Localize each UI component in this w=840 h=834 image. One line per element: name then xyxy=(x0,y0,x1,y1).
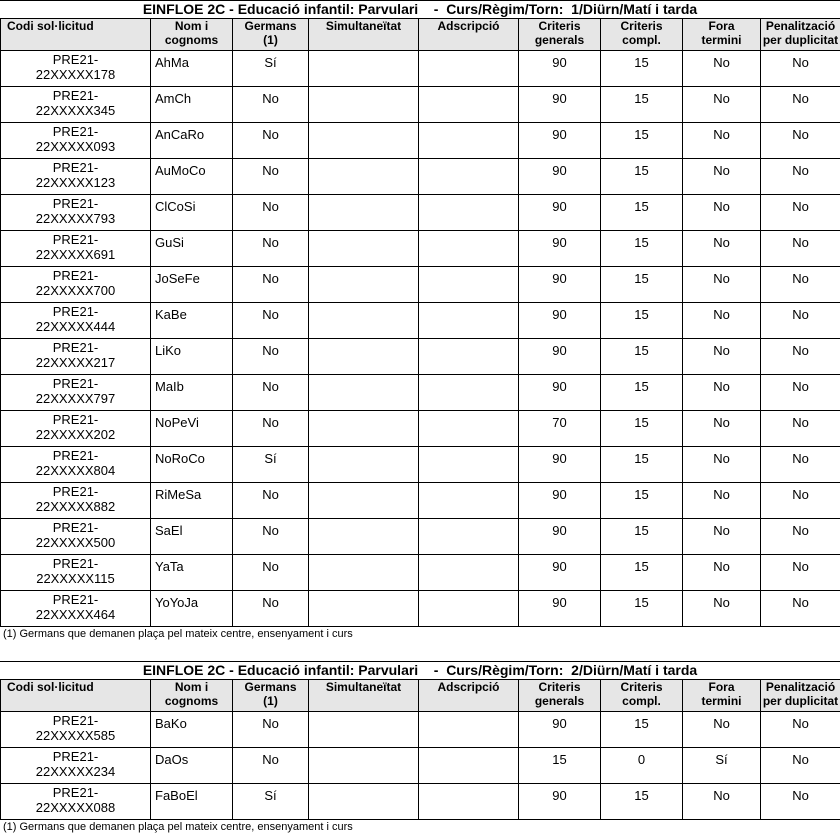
request-code-line: PRE21- xyxy=(1,232,150,247)
request-code-line: PRE21- xyxy=(1,484,150,499)
penalitzacio-cell: No xyxy=(761,123,840,159)
column-header-line: Penalització xyxy=(761,19,840,33)
compl-cell: 15 xyxy=(601,339,683,375)
germans-cell: No xyxy=(233,411,309,447)
column-header-line: Criteris xyxy=(519,680,600,694)
column-header-line: Simultaneïtat xyxy=(309,680,418,694)
column-header-name xyxy=(151,19,233,51)
fora-cell: No xyxy=(683,51,761,87)
column-header-line: Nom i xyxy=(151,680,232,694)
request-code-line: 22XXXXX500 xyxy=(1,535,150,550)
adscripcio-cell xyxy=(419,267,519,303)
column-header-line: Simultaneïtat xyxy=(309,19,418,33)
column-header-line: (1) xyxy=(233,694,308,708)
fora-cell: No xyxy=(683,519,761,555)
penalitzacio-cell: No xyxy=(761,712,840,748)
request-code-line: PRE21- xyxy=(1,268,150,283)
column-header-code xyxy=(1,680,151,712)
request-code-line: 22XXXXX178 xyxy=(1,67,150,82)
request-code-line: PRE21- xyxy=(1,304,150,319)
simultaneitat-cell xyxy=(309,712,419,748)
fora-cell: No xyxy=(683,159,761,195)
request-code-cell xyxy=(1,267,151,303)
column-header-line: termini xyxy=(683,33,760,47)
request-code-line: PRE21- xyxy=(1,749,150,764)
fora-cell: No xyxy=(683,447,761,483)
request-code-line: PRE21- xyxy=(1,52,150,67)
germans-cell: No xyxy=(233,375,309,411)
germans-cell: No xyxy=(233,159,309,195)
name-cell: FaBoEl xyxy=(151,784,233,820)
compl-cell: 15 xyxy=(601,591,683,627)
penalitzacio-cell: No xyxy=(761,339,840,375)
column-header-line: Criteris xyxy=(601,680,682,694)
request-code-line: PRE21- xyxy=(1,448,150,463)
compl-cell: 15 xyxy=(601,51,683,87)
column-header-germans xyxy=(233,19,309,51)
request-code-line: PRE21- xyxy=(1,520,150,535)
column-header-line: compl. xyxy=(601,694,682,708)
request-code-line: PRE21- xyxy=(1,785,150,800)
request-code-line: 22XXXXX093 xyxy=(1,139,150,154)
penalitzacio-cell: No xyxy=(761,267,840,303)
request-code-line: 22XXXXX882 xyxy=(1,499,150,514)
compl-cell: 15 xyxy=(601,195,683,231)
simultaneitat-cell xyxy=(309,519,419,555)
table-row xyxy=(1,447,840,483)
generals-cell: 90 xyxy=(519,195,601,231)
compl-cell: 15 xyxy=(601,483,683,519)
column-header-line: Criteris xyxy=(601,19,682,33)
column-header-line: Criteris xyxy=(519,19,600,33)
adscripcio-cell xyxy=(419,411,519,447)
column-header-line: (1) xyxy=(233,33,308,47)
table-row xyxy=(1,123,840,159)
germans-cell: No xyxy=(233,231,309,267)
request-code-cell xyxy=(1,748,151,784)
generals-cell: 90 xyxy=(519,483,601,519)
column-header-line: per duplicitat xyxy=(761,33,840,47)
generals-cell: 90 xyxy=(519,123,601,159)
fora-cell: No xyxy=(683,195,761,231)
request-code-cell xyxy=(1,303,151,339)
request-code-line: 22XXXXX804 xyxy=(1,463,150,478)
simultaneitat-cell xyxy=(309,483,419,519)
simultaneitat-cell xyxy=(309,267,419,303)
adscripcio-cell xyxy=(419,483,519,519)
simultaneitat-cell xyxy=(309,195,419,231)
fora-cell: No xyxy=(683,231,761,267)
fora-cell: No xyxy=(683,303,761,339)
generals-cell: 70 xyxy=(519,411,601,447)
request-code-cell xyxy=(1,712,151,748)
germans-cell: No xyxy=(233,748,309,784)
germans-cell: Sí xyxy=(233,447,309,483)
name-cell: AmCh xyxy=(151,87,233,123)
table-row xyxy=(1,748,840,784)
generals-cell: 15 xyxy=(519,748,601,784)
admissions-table xyxy=(0,18,840,627)
adscripcio-cell xyxy=(419,519,519,555)
name-cell: KaBe xyxy=(151,303,233,339)
adscripcio-cell xyxy=(419,303,519,339)
table-row xyxy=(1,375,840,411)
germans-cell: No xyxy=(233,339,309,375)
table-row xyxy=(1,267,840,303)
name-cell: ClCoSi xyxy=(151,195,233,231)
name-cell: DaOs xyxy=(151,748,233,784)
column-header-line: Penalització xyxy=(761,680,840,694)
generals-cell: 90 xyxy=(519,555,601,591)
germans-cell: No xyxy=(233,123,309,159)
request-code-cell xyxy=(1,375,151,411)
adscripcio-cell xyxy=(419,748,519,784)
request-code-line: PRE21- xyxy=(1,88,150,103)
table-row xyxy=(1,712,840,748)
request-code-line: 22XXXXX115 xyxy=(1,571,150,586)
column-header-compl xyxy=(601,680,683,712)
compl-cell: 15 xyxy=(601,375,683,411)
penalitzacio-cell: No xyxy=(761,519,840,555)
table-row xyxy=(1,339,840,375)
germans-cell: No xyxy=(233,712,309,748)
fora-cell: No xyxy=(683,123,761,159)
table-row xyxy=(1,87,840,123)
column-header-line: Germans xyxy=(233,19,308,33)
request-code-line: PRE21- xyxy=(1,592,150,607)
compl-cell: 15 xyxy=(601,784,683,820)
table-title: EINFLOE 2C - Educació infantil: Parvulari - Curs/Règim/Torn: 1/Diürn/Matí i tarda xyxy=(0,0,840,18)
compl-cell: 15 xyxy=(601,519,683,555)
generals-cell: 90 xyxy=(519,784,601,820)
table-row xyxy=(1,483,840,519)
column-header-line: compl. xyxy=(601,33,682,47)
column-header-penalitzacio xyxy=(761,680,840,712)
penalitzacio-cell: No xyxy=(761,159,840,195)
simultaneitat-cell xyxy=(309,784,419,820)
penalitzacio-cell: No xyxy=(761,51,840,87)
request-code-line: 22XXXXX797 xyxy=(1,391,150,406)
request-code-line: 22XXXXX444 xyxy=(1,319,150,334)
adscripcio-cell xyxy=(419,784,519,820)
request-code-line: 22XXXXX691 xyxy=(1,247,150,262)
table-title: EINFLOE 2C - Educació infantil: Parvulari - Curs/Règim/Torn: 2/Diürn/Matí i tarda xyxy=(0,661,840,679)
column-header-line: cognoms xyxy=(151,694,232,708)
generals-cell: 90 xyxy=(519,447,601,483)
adscripcio-cell xyxy=(419,339,519,375)
request-code-cell xyxy=(1,447,151,483)
adscripcio-cell xyxy=(419,195,519,231)
name-cell: AnCaRo xyxy=(151,123,233,159)
generals-cell: 90 xyxy=(519,87,601,123)
column-header-fora xyxy=(683,19,761,51)
request-code-line: PRE21- xyxy=(1,160,150,175)
column-header-generals xyxy=(519,19,601,51)
compl-cell: 15 xyxy=(601,712,683,748)
column-header-code xyxy=(1,19,151,51)
request-code-line: 22XXXXX345 xyxy=(1,103,150,118)
table-row xyxy=(1,159,840,195)
compl-cell: 15 xyxy=(601,411,683,447)
penalitzacio-cell: No xyxy=(761,303,840,339)
request-code-line: PRE21- xyxy=(1,412,150,427)
name-cell: MaIb xyxy=(151,375,233,411)
germans-cell: No xyxy=(233,519,309,555)
fora-cell: No xyxy=(683,375,761,411)
compl-cell: 15 xyxy=(601,159,683,195)
name-cell: GuSi xyxy=(151,231,233,267)
fora-cell: No xyxy=(683,411,761,447)
column-header-simultaneitat xyxy=(309,680,419,712)
germans-cell: No xyxy=(233,303,309,339)
penalitzacio-cell: No xyxy=(761,411,840,447)
name-cell: LiKo xyxy=(151,339,233,375)
compl-cell: 15 xyxy=(601,231,683,267)
fora-cell: Sí xyxy=(683,748,761,784)
request-code-line: 22XXXXX234 xyxy=(1,764,150,779)
generals-cell: 90 xyxy=(519,51,601,87)
generals-cell: 90 xyxy=(519,519,601,555)
germans-cell: No xyxy=(233,195,309,231)
generals-cell: 90 xyxy=(519,231,601,267)
name-cell: AhMa xyxy=(151,51,233,87)
request-code-line: 22XXXXX123 xyxy=(1,175,150,190)
germans-cell: No xyxy=(233,555,309,591)
request-code-line: PRE21- xyxy=(1,124,150,139)
simultaneitat-cell xyxy=(309,51,419,87)
adscripcio-cell xyxy=(419,375,519,411)
name-cell: YaTa xyxy=(151,555,233,591)
table-row xyxy=(1,231,840,267)
adscripcio-cell xyxy=(419,159,519,195)
request-code-cell xyxy=(1,519,151,555)
germans-cell: No xyxy=(233,591,309,627)
adscripcio-cell xyxy=(419,87,519,123)
column-header-line: Fora xyxy=(683,19,760,33)
penalitzacio-cell: No xyxy=(761,87,840,123)
generals-cell: 90 xyxy=(519,339,601,375)
name-cell: NoRoCo xyxy=(151,447,233,483)
name-cell: JoSeFe xyxy=(151,267,233,303)
name-cell: SaEl xyxy=(151,519,233,555)
table-row xyxy=(1,591,840,627)
simultaneitat-cell xyxy=(309,555,419,591)
adscripcio-cell xyxy=(419,447,519,483)
compl-cell: 15 xyxy=(601,303,683,339)
fora-cell: No xyxy=(683,784,761,820)
generals-cell: 90 xyxy=(519,591,601,627)
request-code-cell xyxy=(1,411,151,447)
penalitzacio-cell: No xyxy=(761,483,840,519)
request-code-cell xyxy=(1,123,151,159)
column-header-line: Codi sol·licitud xyxy=(7,19,150,33)
name-cell: AuMoCo xyxy=(151,159,233,195)
compl-cell: 0 xyxy=(601,748,683,784)
request-code-cell xyxy=(1,51,151,87)
request-code-cell xyxy=(1,159,151,195)
column-header-adscripcio xyxy=(419,19,519,51)
request-code-line: 22XXXXX700 xyxy=(1,283,150,298)
table-row xyxy=(1,411,840,447)
request-code-line: PRE21- xyxy=(1,713,150,728)
penalitzacio-cell: No xyxy=(761,231,840,267)
compl-cell: 15 xyxy=(601,267,683,303)
fora-cell: No xyxy=(683,267,761,303)
compl-cell: 15 xyxy=(601,87,683,123)
request-code-cell xyxy=(1,555,151,591)
header-row xyxy=(1,19,840,51)
column-header-line: termini xyxy=(683,694,760,708)
column-header-line: cognoms xyxy=(151,33,232,47)
request-code-line: 22XXXXX202 xyxy=(1,427,150,442)
column-header-name xyxy=(151,680,233,712)
generals-cell: 90 xyxy=(519,303,601,339)
request-code-cell xyxy=(1,195,151,231)
column-header-adscripcio xyxy=(419,680,519,712)
request-code-line: 22XXXXX088 xyxy=(1,800,150,815)
simultaneitat-cell xyxy=(309,339,419,375)
compl-cell: 15 xyxy=(601,555,683,591)
footnote: (1) Germans que demanen plaça pel mateix centre, ensenyament i curs xyxy=(0,627,840,641)
admissions-table xyxy=(0,679,840,820)
germans-cell: Sí xyxy=(233,51,309,87)
column-header-line: Adscripció xyxy=(419,680,518,694)
column-header-generals xyxy=(519,680,601,712)
name-cell: BaKo xyxy=(151,712,233,748)
name-cell: YoYoJa xyxy=(151,591,233,627)
simultaneitat-cell xyxy=(309,87,419,123)
request-code-line: 22XXXXX217 xyxy=(1,355,150,370)
column-header-line: Codi sol·licitud xyxy=(7,680,150,694)
simultaneitat-cell xyxy=(309,591,419,627)
column-header-simultaneitat xyxy=(309,19,419,51)
column-header-line: Fora xyxy=(683,680,760,694)
request-code-line: PRE21- xyxy=(1,376,150,391)
penalitzacio-cell: No xyxy=(761,591,840,627)
request-code-line: PRE21- xyxy=(1,340,150,355)
penalitzacio-cell: No xyxy=(761,784,840,820)
request-code-cell xyxy=(1,231,151,267)
fora-cell: No xyxy=(683,339,761,375)
name-cell: NoPeVi xyxy=(151,411,233,447)
footnote: (1) Germans que demanen plaça pel mateix centre, ensenyament i curs xyxy=(0,820,840,834)
column-header-line: generals xyxy=(519,694,600,708)
simultaneitat-cell xyxy=(309,159,419,195)
germans-cell: No xyxy=(233,483,309,519)
request-code-line: PRE21- xyxy=(1,196,150,211)
simultaneitat-cell xyxy=(309,447,419,483)
table-row xyxy=(1,519,840,555)
request-code-line: 22XXXXX585 xyxy=(1,728,150,743)
adscripcio-cell xyxy=(419,555,519,591)
request-code-line: 22XXXXX793 xyxy=(1,211,150,226)
column-header-line: Adscripció xyxy=(419,19,518,33)
request-code-cell xyxy=(1,591,151,627)
adscripcio-cell xyxy=(419,591,519,627)
adscripcio-cell xyxy=(419,712,519,748)
admissions-table-block xyxy=(0,661,840,834)
generals-cell: 90 xyxy=(519,375,601,411)
simultaneitat-cell xyxy=(309,303,419,339)
adscripcio-cell xyxy=(419,51,519,87)
header-row xyxy=(1,680,840,712)
table-row xyxy=(1,303,840,339)
column-header-penalitzacio xyxy=(761,19,840,51)
compl-cell: 15 xyxy=(601,447,683,483)
request-code-line: PRE21- xyxy=(1,556,150,571)
fora-cell: No xyxy=(683,712,761,748)
germans-cell: No xyxy=(233,267,309,303)
compl-cell: 15 xyxy=(601,123,683,159)
simultaneitat-cell xyxy=(309,748,419,784)
adscripcio-cell xyxy=(419,123,519,159)
column-header-line: generals xyxy=(519,33,600,47)
penalitzacio-cell: No xyxy=(761,195,840,231)
name-cell: RiMeSa xyxy=(151,483,233,519)
simultaneitat-cell xyxy=(309,123,419,159)
request-code-cell xyxy=(1,87,151,123)
simultaneitat-cell xyxy=(309,375,419,411)
adscripcio-cell xyxy=(419,231,519,267)
table-row xyxy=(1,784,840,820)
penalitzacio-cell: No xyxy=(761,555,840,591)
fora-cell: No xyxy=(683,591,761,627)
simultaneitat-cell xyxy=(309,411,419,447)
request-code-cell xyxy=(1,483,151,519)
column-header-germans xyxy=(233,680,309,712)
penalitzacio-cell: No xyxy=(761,748,840,784)
germans-cell: Sí xyxy=(233,784,309,820)
penalitzacio-cell: No xyxy=(761,447,840,483)
generals-cell: 90 xyxy=(519,159,601,195)
simultaneitat-cell xyxy=(309,231,419,267)
fora-cell: No xyxy=(683,483,761,519)
column-header-fora xyxy=(683,680,761,712)
column-header-line: per duplicitat xyxy=(761,694,840,708)
column-header-line: Nom i xyxy=(151,19,232,33)
table-row xyxy=(1,555,840,591)
germans-cell: No xyxy=(233,87,309,123)
column-header-compl xyxy=(601,19,683,51)
fora-cell: No xyxy=(683,555,761,591)
request-code-cell xyxy=(1,784,151,820)
penalitzacio-cell: No xyxy=(761,375,840,411)
request-code-line: 22XXXXX464 xyxy=(1,607,150,622)
fora-cell: No xyxy=(683,87,761,123)
request-code-cell xyxy=(1,339,151,375)
generals-cell: 90 xyxy=(519,267,601,303)
generals-cell: 90 xyxy=(519,712,601,748)
table-row xyxy=(1,195,840,231)
table-row xyxy=(1,51,840,87)
column-header-line: Germans xyxy=(233,680,308,694)
